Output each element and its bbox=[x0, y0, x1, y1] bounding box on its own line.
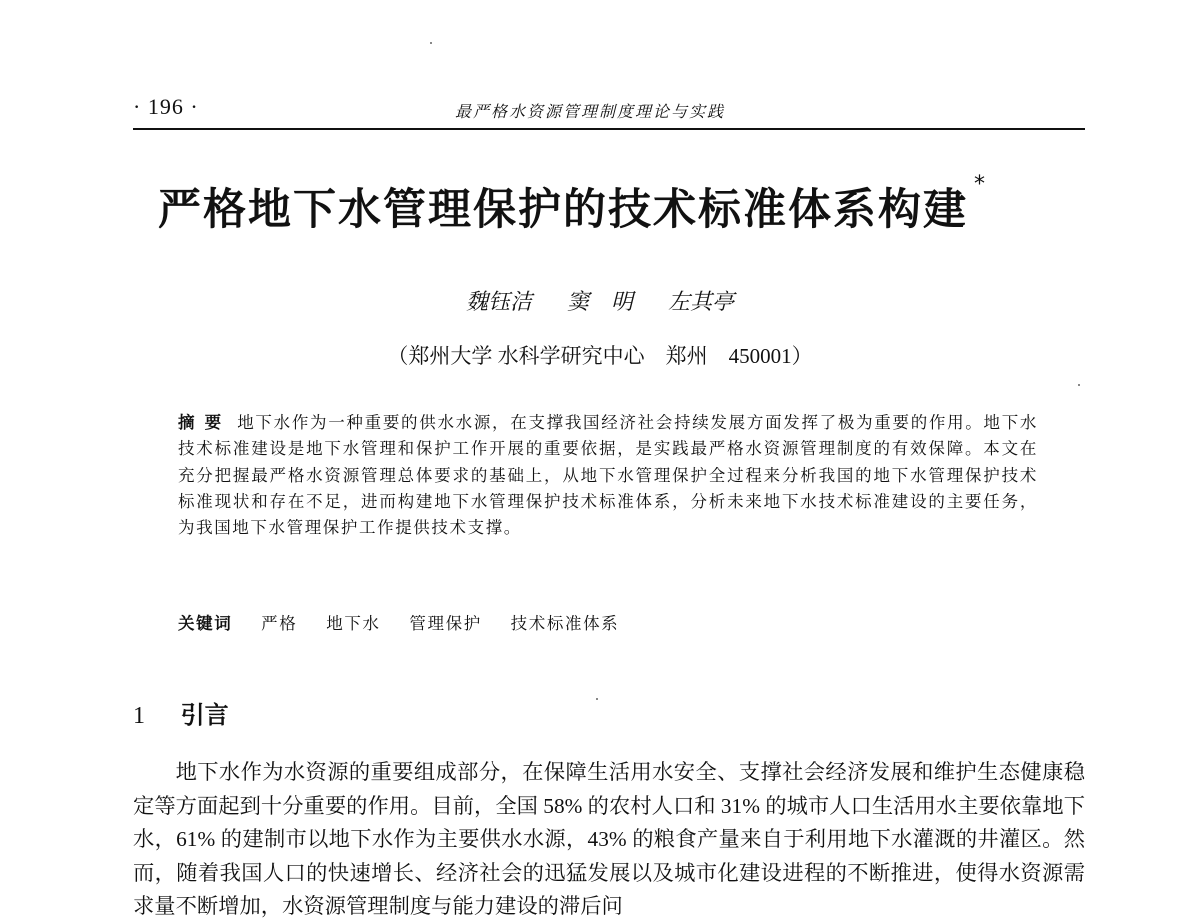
abstract bbox=[178, 410, 1038, 541]
keyword: 技术标准体系 bbox=[510, 614, 620, 633]
keywords-label: 关键词 bbox=[178, 614, 233, 633]
section-heading bbox=[133, 695, 229, 730]
author: 魏钰洁 bbox=[465, 290, 532, 315]
page-header bbox=[133, 92, 1085, 132]
abstract-label: 摘要 bbox=[178, 413, 232, 432]
affiliation: （郑州大学 水科学研究中心 郑州 450001） bbox=[387, 344, 813, 368]
author: 左其亭 bbox=[668, 290, 735, 315]
header-rule bbox=[133, 128, 1085, 130]
scan-speck bbox=[596, 698, 598, 700]
keyword: 严格 bbox=[261, 614, 298, 633]
author-list bbox=[0, 285, 1200, 316]
author: 窦 明 bbox=[566, 290, 633, 315]
running-title: 最严格水资源管理制度理论与实践 bbox=[455, 102, 726, 121]
keyword: 管理保护 bbox=[409, 614, 482, 633]
article-title bbox=[158, 172, 1078, 237]
scan-speck bbox=[1078, 384, 1080, 386]
section-title: 引言 bbox=[180, 701, 229, 729]
keywords bbox=[178, 610, 641, 634]
body-text bbox=[133, 756, 1085, 924]
title-footnote-mark[interactable]: * bbox=[974, 172, 987, 197]
body-paragraph: 地下水作为水资源的重要组成部分，在保障生活用水安全、支撑社会经济发展和维护生态健康稳定等方面起到十分重要的作用。目前，全国 58% 的农村人口和 31% 的城市人口生活用水主要依靠地下水，61% 的建制市以地下水作为主要供水水源，43% 的粮食产量来自于利用地下水灌溉的井灌区。然而，随着我国人口的快速增长、经济社会的迅猛发展以及城市化建设进程的不断推进，使得水资源需求量不断增加，水资源管理制度与能力建设的滞后问 bbox=[133, 760, 1085, 918]
abstract-text: 地下水作为一种重要的供水水源，在支撑我国经济社会持续发展方面发挥了极为重要的作用。地下水技术标准建设是地下水管理和保护工作开展的重要依据，是实践最严格水资源管理制度的有效保障。本文在充分把握最严格水资源管理总体要求的基础上，从地下水管理保护全过程来分析我国的地下水管理保护技术标准现状和存在不足，进而构建地下水管理保护技术标准体系，分析未来地下水技术标准建设的主要任务，为我国地下水管理保护工作提供技术支撑。 bbox=[178, 413, 1039, 538]
article-title-text: 严格地下水管理保护的技术标准体系构建 bbox=[158, 185, 968, 235]
section-number: 1 bbox=[133, 703, 145, 729]
keyword: 地下水 bbox=[326, 614, 381, 633]
page-number: · 196 · bbox=[133, 94, 199, 119]
scan-speck bbox=[430, 42, 432, 44]
